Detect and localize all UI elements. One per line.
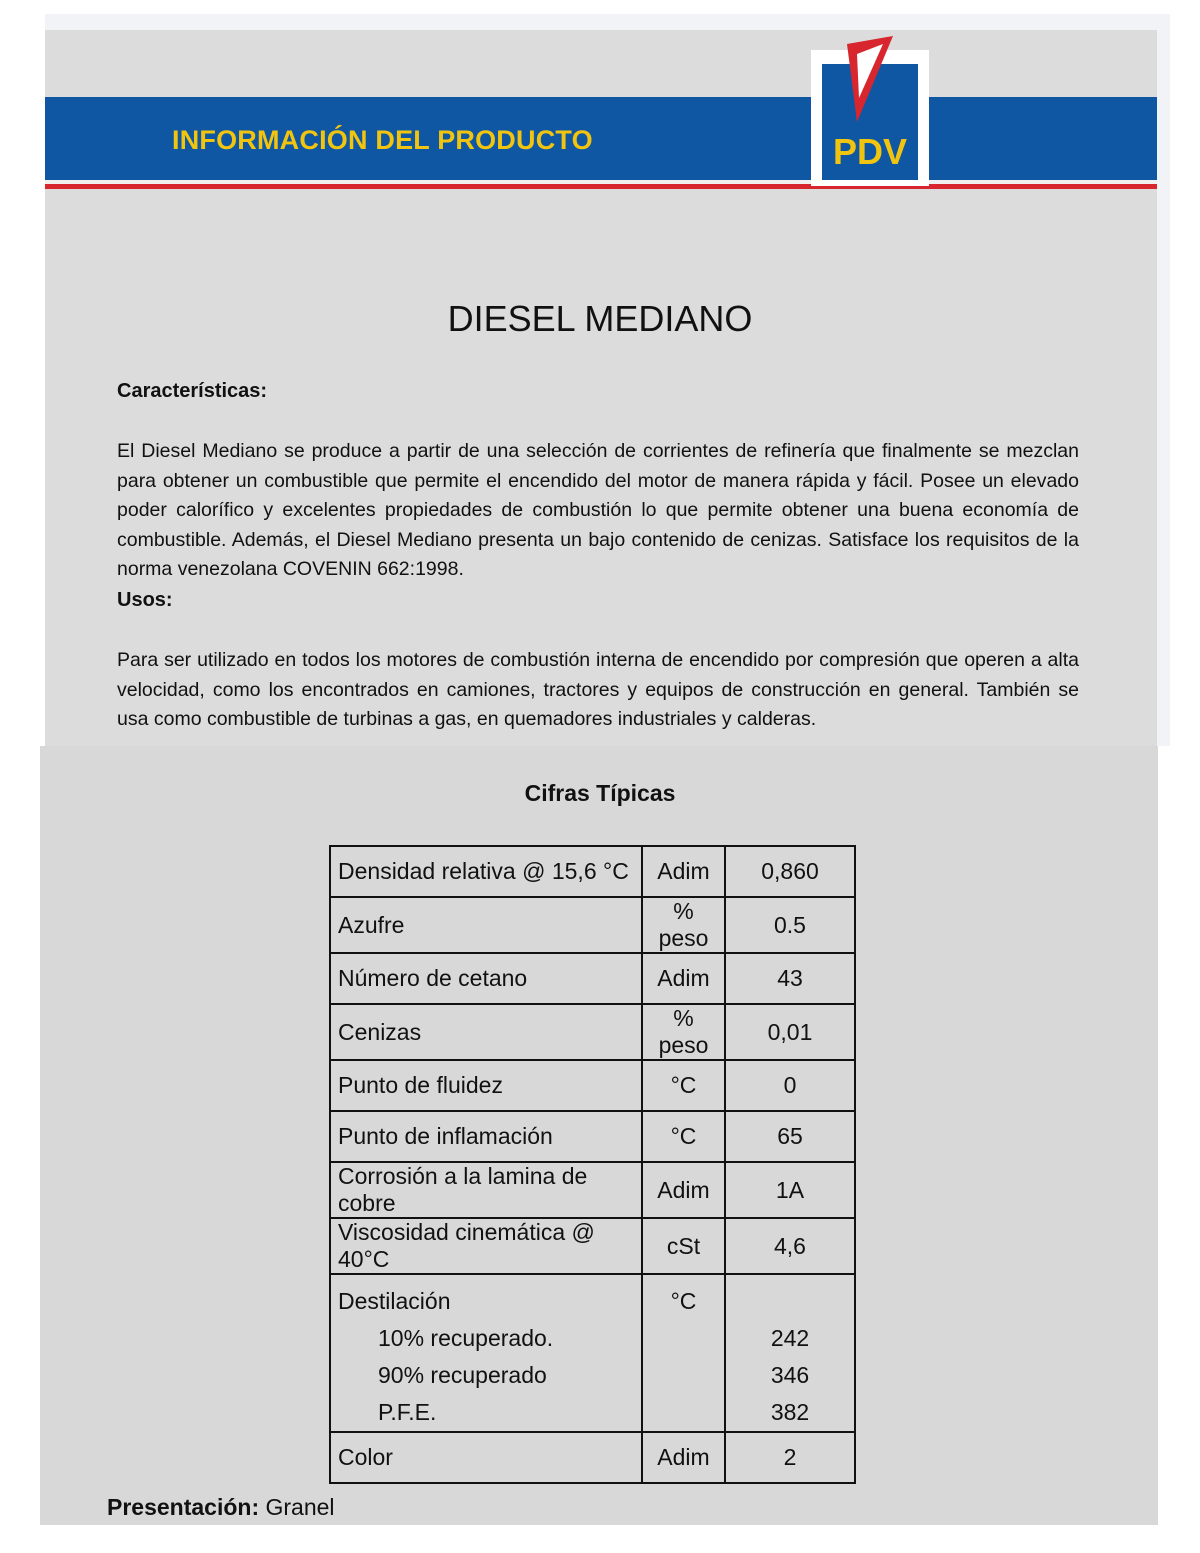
distillation-item-value: 382 [770, 1399, 810, 1425]
usos-heading: Usos: [117, 589, 173, 611]
property-unit: cSt [642, 1218, 725, 1274]
table-row [330, 1432, 855, 1483]
caracteristicas-text: El Diesel Mediano se produce a partir de una selección de corrientes de refinería que finalmente se mezclan para obtener un combustible que permite el encendido del motor de manera rápida y fácil. Posee un elevado poder calorífico y excelentes propiedades de combustión lo que permite obtener una buena economía de combustible. Además, el Diesel Mediano presenta un bajo contenido de cenizas. Satisface los requisitos de la norma venezolana COVENIN 662:1998. [117, 440, 1079, 580]
distillation-item-name: P.F.E. [378, 1399, 437, 1425]
presentation-label: Presentación: [107, 1494, 260, 1520]
property-value: 1A [725, 1162, 855, 1218]
table-title: Cifras Típicas [524, 780, 676, 806]
property-unit: Adim [642, 846, 725, 897]
distillation-unit-label: °C [670, 1288, 697, 1314]
property-value: 0,860 [725, 846, 855, 897]
property-unit: Adim [642, 953, 725, 1004]
header-stripe-red [45, 184, 1157, 189]
property-unit: Adim [642, 1162, 725, 1218]
table-row [330, 1004, 855, 1060]
distillation-values [725, 1274, 855, 1432]
property-value: 65 [725, 1111, 855, 1162]
table-row [330, 897, 855, 953]
property-name: Número de cetano [330, 953, 642, 1004]
distillation-unit [642, 1274, 725, 1432]
property-value: 0,01 [725, 1004, 855, 1060]
property-name: Corrosión a la lamina de cobre [330, 1162, 642, 1218]
property-unit: % peso [642, 897, 725, 953]
distillation-row [330, 1274, 855, 1432]
presentation-value: Granel [265, 1494, 335, 1520]
property-name: Punto de fluidez [330, 1060, 642, 1111]
distillation-item-name: 10% recuperado. [378, 1325, 554, 1351]
table-row [330, 846, 855, 897]
flag-icon [843, 34, 903, 124]
property-unit: Adim [642, 1432, 725, 1483]
property-unit: °C [642, 1111, 725, 1162]
distillation-item-value: 346 [770, 1362, 810, 1388]
property-name: Punto de inflamación [330, 1111, 642, 1162]
usos-text: Para ser utilizado en todos los motores de combustión interna de encendido por compresión que operen a alta velocidad, como los encontrados en camiones, tractores y equipos de construcción en general. También se usa como combustible de turbinas a gas, en quemadores industriales y calderas. [117, 649, 1079, 730]
table-row [330, 1060, 855, 1111]
distillation-heading: Destilación [338, 1288, 451, 1314]
property-name: Cenizas [330, 1004, 642, 1060]
header-title: INFORMACIÓN DEL PRODUCTO [172, 125, 593, 155]
document-title: DIESEL MEDIANO [447, 298, 753, 339]
property-value: 43 [725, 953, 855, 1004]
property-unit: °C [642, 1060, 725, 1111]
property-value: 0.5 [725, 897, 855, 953]
distillation-item-name: 90% recuperado [378, 1362, 547, 1388]
table-row [330, 1218, 855, 1274]
property-unit: % peso [642, 1004, 725, 1060]
property-name: Color [330, 1432, 642, 1483]
property-value: 4,6 [725, 1218, 855, 1274]
specs-table [329, 845, 856, 1484]
property-name: Densidad relativa @ 15,6 °C [330, 846, 642, 897]
property-value: 0 [725, 1060, 855, 1111]
presentation-line [107, 1494, 335, 1521]
distillation-value-spacer [733, 1283, 847, 1320]
caracteristicas-heading: Características: [117, 380, 268, 402]
distillation-item-value: 242 [770, 1325, 810, 1351]
table-row [330, 1162, 855, 1218]
property-name: Viscosidad cinemática @ 40°C [330, 1218, 642, 1274]
logo-text: PDV [832, 131, 908, 172]
property-name: Azufre [330, 897, 642, 953]
property-value: 2 [725, 1432, 855, 1483]
table-row [330, 1111, 855, 1162]
distillation-names [330, 1274, 642, 1432]
table-row [330, 953, 855, 1004]
